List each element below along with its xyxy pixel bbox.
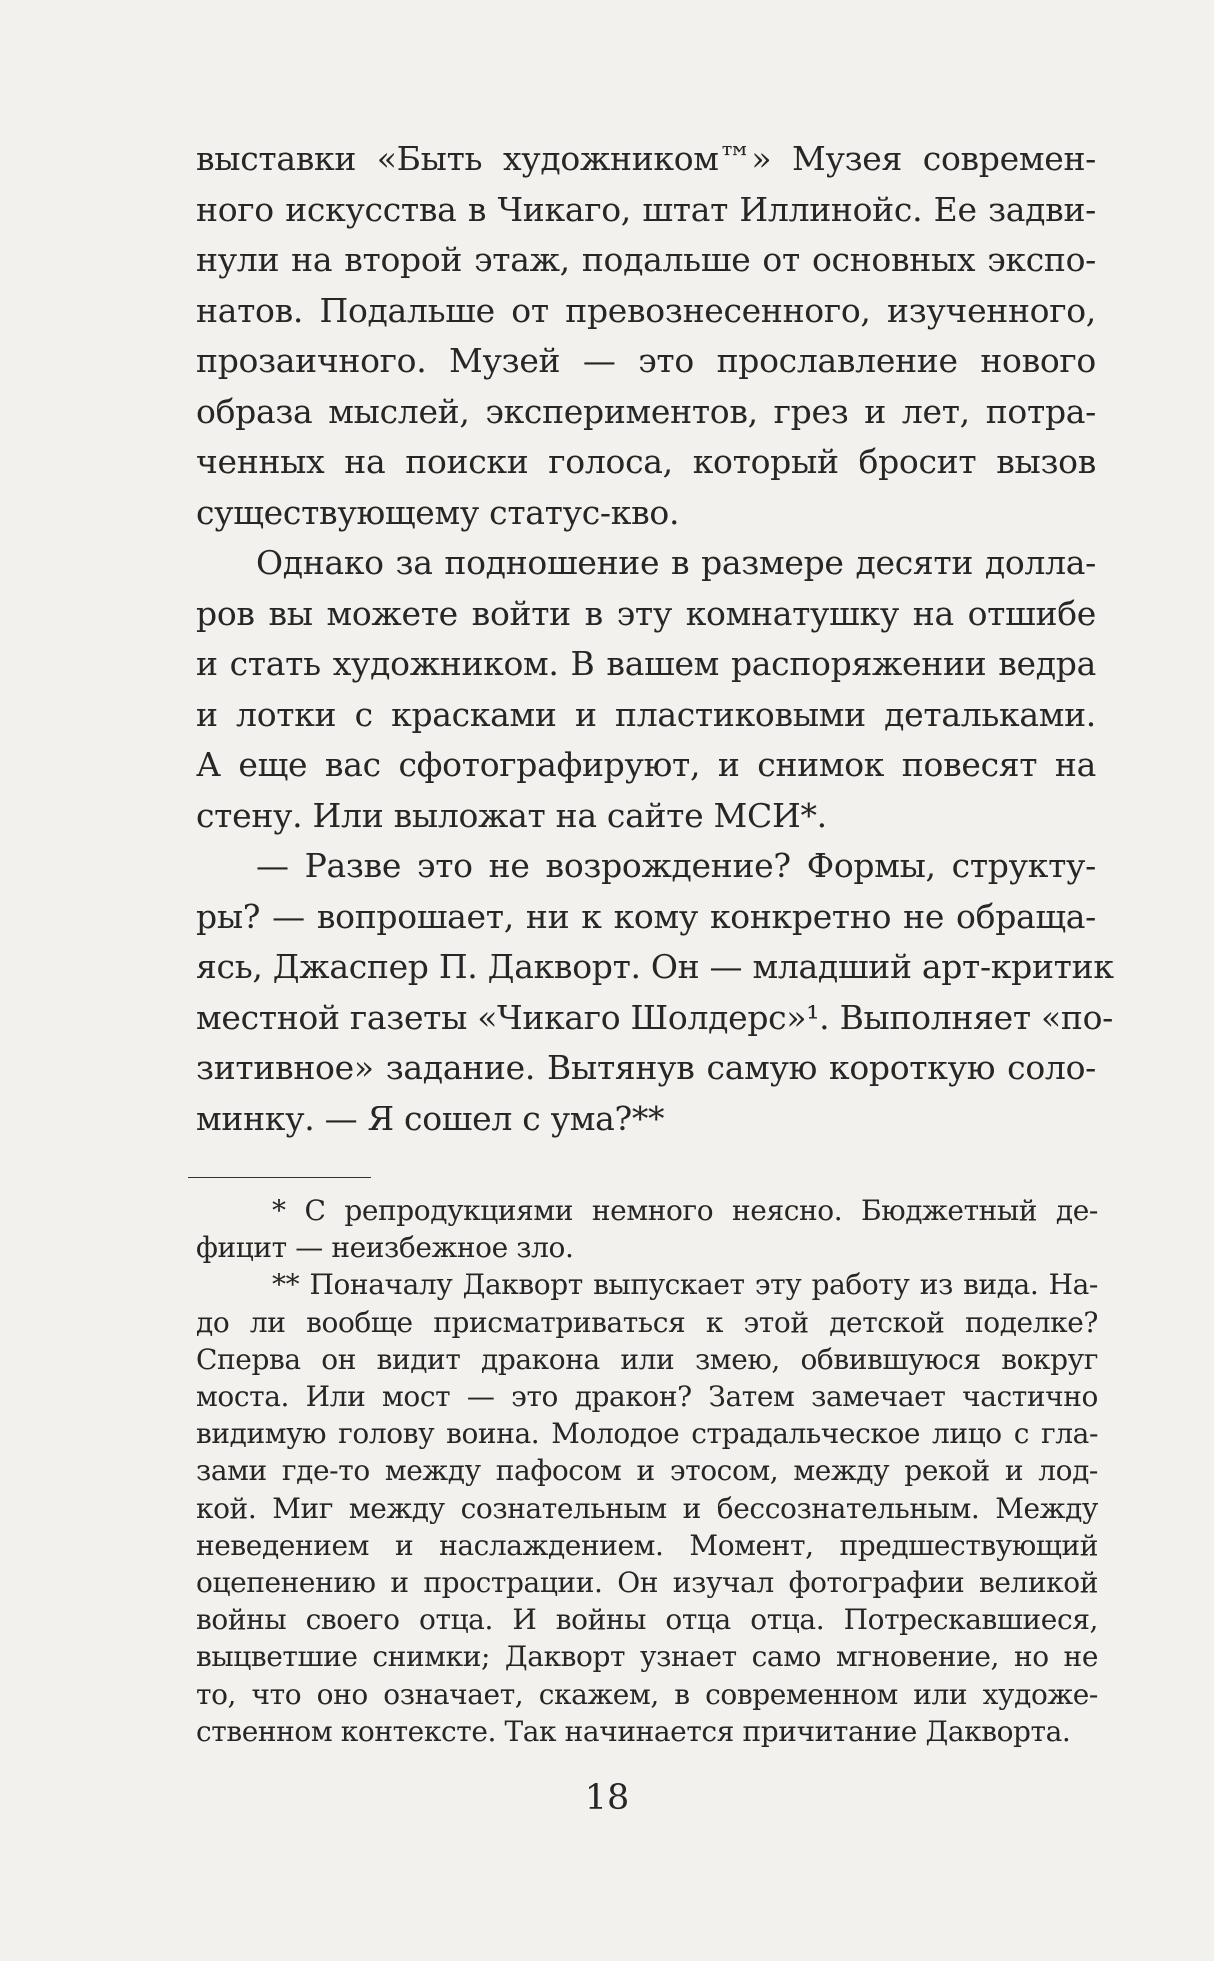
footnote-line: * С репродукциями немного неясно. Бюджетный де- [272, 1194, 1098, 1227]
text-line: существующему статус-кво. [196, 492, 680, 532]
footnote-line: ** Поначалу Дакворт выпускает эту работу из вида. На- [272, 1268, 1098, 1302]
footnote-divider [188, 1177, 371, 1178]
text-line: натов. Подальше от превознесенного, изученного, [196, 290, 1096, 330]
footnotes [196, 1192, 1098, 1750]
text-line: — Разве это не возрождение? Формы, структу- [256, 846, 1096, 885]
page-number: 18 [584, 1778, 630, 1818]
text-line: нули на второй этаж, подальше от основных экспо- [196, 240, 1096, 279]
footnote-line: выцветшие снимки; Дакворт узнает само мгновение, но не [196, 1640, 1098, 1674]
text-line: зитивное» задание. Вытянув самую короткую соло- [196, 1048, 1096, 1087]
footnote-line: то, что оно означает, скажем, в современном или художе- [196, 1677, 1098, 1711]
footnote-line: видимую голову воина. Молодое страдальческое лицо с гла- [196, 1417, 1098, 1451]
text-line: образа мыслей, экспериментов, грез и лет, потра- [196, 391, 1096, 431]
footnote-line: кой. Миг между сознательным и бессознательным. Между [196, 1491, 1098, 1525]
footnote-line: моста. Или мост — это дракон? Затем замечает частично [196, 1380, 1098, 1414]
text-line: ры? — вопрошает, ни к кому конкретно не обраща- [196, 896, 1096, 936]
text-line: местной газеты «Чикаго Шолдерс»¹. Выполняет «по- [196, 997, 1113, 1037]
footnote-line: зами где-то между пафосом и этосом, между рекой и лод- [196, 1454, 1098, 1488]
text-line: минку. — Я сошел с ума?** [196, 1098, 665, 1138]
text-line: стену. Или выложат на сайте МСИ*. [196, 795, 827, 835]
main-text [196, 134, 1114, 1144]
text-line: и стать художником. В вашем распоряжении ведра [196, 644, 1096, 683]
text-line: ясь, Джаспер П. Дакворт. Он — младший арт-критик [196, 947, 1114, 986]
text-line: и лотки с красками и пластиковыми детальками. [196, 694, 1096, 734]
footnote-line: Сперва он видит дракона или змею, обвившуюся вокруг [196, 1342, 1098, 1376]
footnote-line: войны своего отца. И войны отца отца. Потрескавшиеся, [196, 1603, 1098, 1637]
text-line: Однако за подношение в размере десяти долла- [256, 543, 1096, 582]
text-line: ров вы можете войти в эту комнатушку на отшибе [196, 593, 1096, 633]
footnote-line: ственном контексте. Так начинается причитание Дакворта. [196, 1714, 1071, 1748]
footnote-line: неведением и наслаждением. Момент, предшествующий [196, 1528, 1098, 1562]
text-line: ного искусства в Чикаго, штат Иллинойс. Ее задви- [196, 189, 1096, 229]
text-line: выставки «Быть художником™» Музея современ- [196, 139, 1096, 178]
text-line: прозаичного. Музей — это прославление нового [196, 341, 1096, 380]
text-line: А еще вас сфотографируют, и снимок повесят на [196, 745, 1096, 784]
footnote-line: оцепенению и прострации. Он изучал фотографии великой [196, 1566, 1098, 1600]
footnote-line: до ли вообще присматриваться к этой детской поделке? [196, 1305, 1098, 1339]
footnote-line: фицит — неизбежное зло. [196, 1231, 574, 1265]
text-line: ченных на поиски голоса, который бросит вызов [196, 442, 1096, 481]
